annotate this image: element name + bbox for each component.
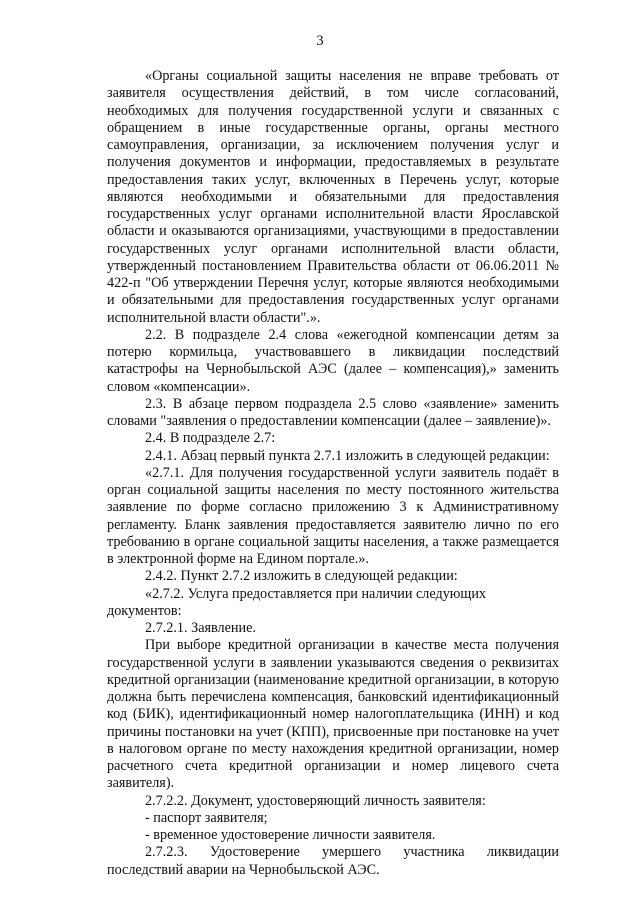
paragraph-2-4: 2.4. В подразделе 2.7: — [145, 430, 276, 447]
paragraph-credit-organization: При выборе кредитной организации в качестве места получения государственной услуги в заявлении указываются сведения о реквизитах кредитной организации (наименование кредитной организации, в которую должна быть перечислена компенсация, банковский идентификационный код (БИК), идентификационный номер налогоплательщика (ИНН) и код причины постановки на учет (КПП), присвоенные при постановке на учет в налоговом органе по месту нахождения кредитной организации, номер расчетного счета кредитной организации и номер лицевого счета заявителя). — [107, 637, 559, 792]
document-body — [107, 68, 559, 879]
paragraph-article-quote: «Органы социальной защиты населения не вправе требовать от заявителя осуществления действий, в том числе согласований, необходимых для получения государственной услуги и связанных с обращением в иные государственные органы, органы местного самоуправления, организации, за исключением получения услуг и получения документов и информации, предоставляемых в результате предоставления таких услуг, включенных в Перечень услуг, которые являются необходимыми и обязательными для предоставления государственных услуг органами исполнительной власти Ярославской области и оказываются организациями, участвующими в предоставлении государственных услуг органами исполнительной власти области, утвержденный постановлением Правительства области от 06.06.2011 № 422-п "Об утверждении Перечня услуг, которые являются необходимыми и обязательными для предоставления государственных услуг органами исполнительной власти области".». — [107, 68, 559, 326]
page-number: 3 — [316, 33, 324, 49]
list-item-temporary-id: - временное удостоверение личности заявителя. — [145, 827, 436, 843]
paragraph-2-7-2-1: 2.7.2.1. Заявление. — [145, 620, 256, 636]
paragraph-2-7-2-3: 2.7.2.3. Удостоверение умершего участника ликвидации последствий аварии на Чернобыльской АЭС. — [107, 844, 559, 878]
paragraph-2-7-1-quote: «2.7.1. Для получения государственной услуги заявитель подаёт в орган социальной защиты населения по месту постоянного жительства заявление по форме согласно приложению 3 к Административному регламенту. Бланк заявления предоставляется заявителю лично по его требованию в органе социальной защиты населения, а также размещается в электронной форме на Едином портале.». — [107, 464, 559, 567]
paragraph-2-2: 2.2. В подразделе 2.4 слова «ежегодной компенсации детям за потерю кормильца, участвовавшего в ликвидации последствий катастрофы на Чернобыльской АЭС (далее – компенсация),» заменить словом «компенсации». — [107, 326, 559, 395]
paragraph-2-3: 2.3. В абзаце первом подраздела 2.5 слово «заявление» заменить словами "заявления о предоставлении компенсации (далее – заявление)». — [107, 395, 559, 429]
paragraph-2-4-2: 2.4.2. Пункт 2.7.2 изложить в следующей редакции: — [145, 568, 458, 585]
paragraph-2-7-2-quote: «2.7.2. Услуга предоставляется при наличии следующих документов: — [107, 585, 487, 619]
list-item-passport: - паспорт заявителя; — [145, 809, 268, 826]
paragraph-2-4-1: 2.4.1. Абзац первый пункта 2.7.1 изложить в следующей редакции: — [145, 447, 550, 464]
paragraph-2-7-2-2: 2.7.2.2. Документ, удостоверяющий личность заявителя: — [145, 792, 486, 809]
